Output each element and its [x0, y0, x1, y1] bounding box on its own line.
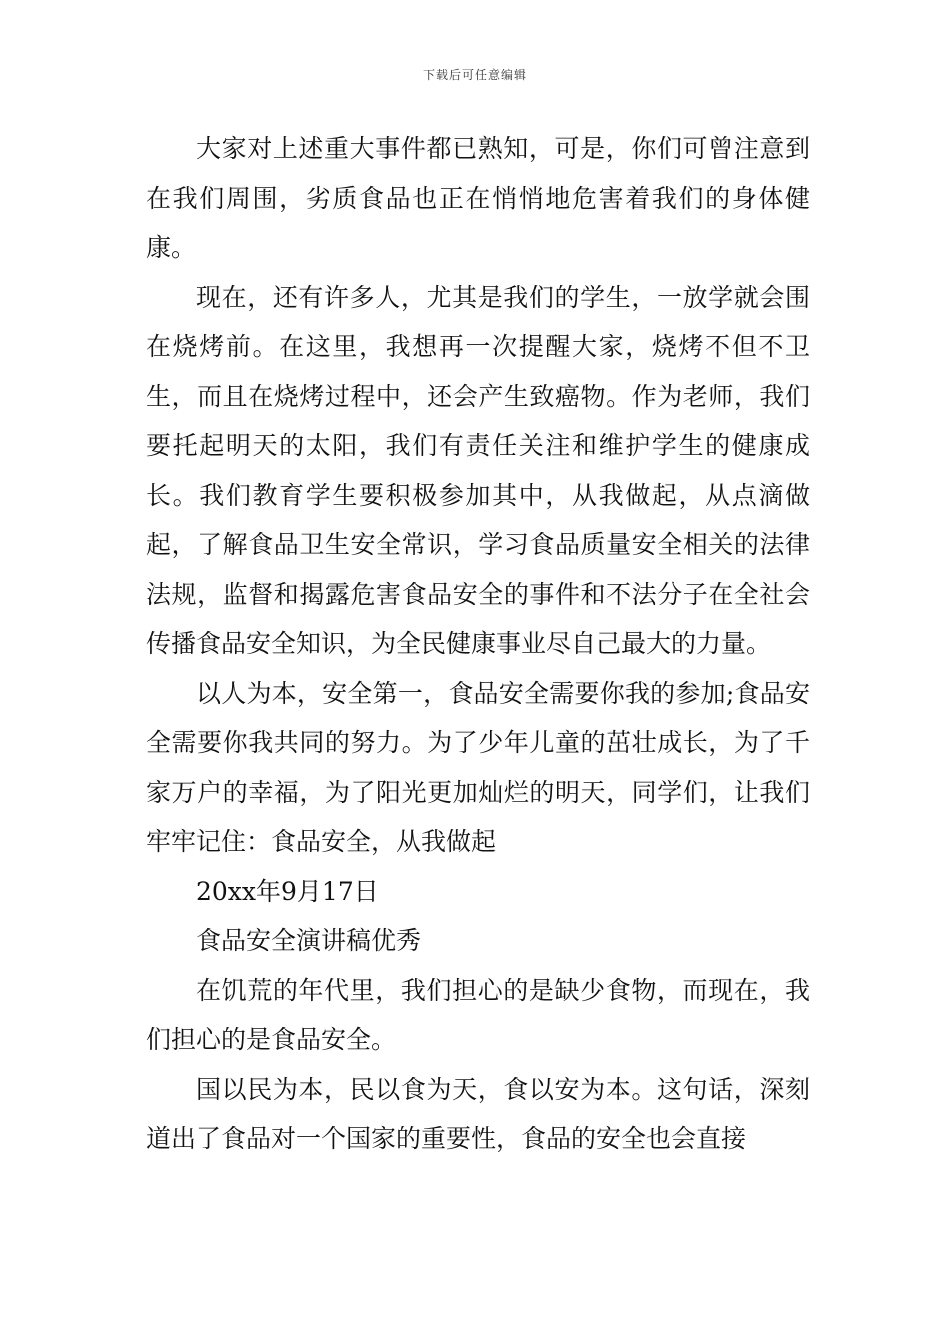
- paragraph-5: 国以民为本，民以食为天，食以安为本。这句话，深刻道出了食品对一个国家的重要性，食品的安全也会直接: [146, 1074, 810, 1153]
- paragraph-1: 大家对上述重大事件都已熟知，可是，你们可曾注意到在我们周围，劣质食品也正在悄悄地危害着我们的身体健康。: [146, 134, 810, 262]
- paragraph-4: 在饥荒的年代里，我们担心的是缺少食物，而现在，我们担心的是食品安全。: [146, 975, 810, 1054]
- paragraph-2: 现在，还有许多人，尤其是我们的学生，一放学就会围在烧烤前。在这里，我想再一次提醒大家，烧烤不但不卫生，而且在烧烤过程中，还会产生致癌物。作为老师，我们要托起明天的太阳，我们有责任关注和维护学生的健康成长。我们教育学生要积极参加其中，从我做起，从点滴做起，了解食品卫生安全常识，学习食品质量安全相关的法律法规，监督和揭露危害食品安全的事件和不法分子在全社会传播食品安全知识，为全民健康事业尽自己最大的力量。: [146, 282, 810, 658]
- section-title: 食品安全演讲稿优秀: [196, 926, 422, 955]
- date-line: 20xx年9月17日: [196, 876, 379, 906]
- header-note: 下载后可任意编辑: [422, 68, 527, 82]
- paragraph-3: 以人为本，安全第一，食品安全需要你我的参加;食品安全需要你我共同的努力。为了少年儿童的茁壮成长，为了千家万户的幸福，为了阳光更加灿烂的明天，同学们，让我们牢牢记住：食品安全，从我做起: [146, 678, 810, 856]
- document-body: [146, 124, 810, 1164]
